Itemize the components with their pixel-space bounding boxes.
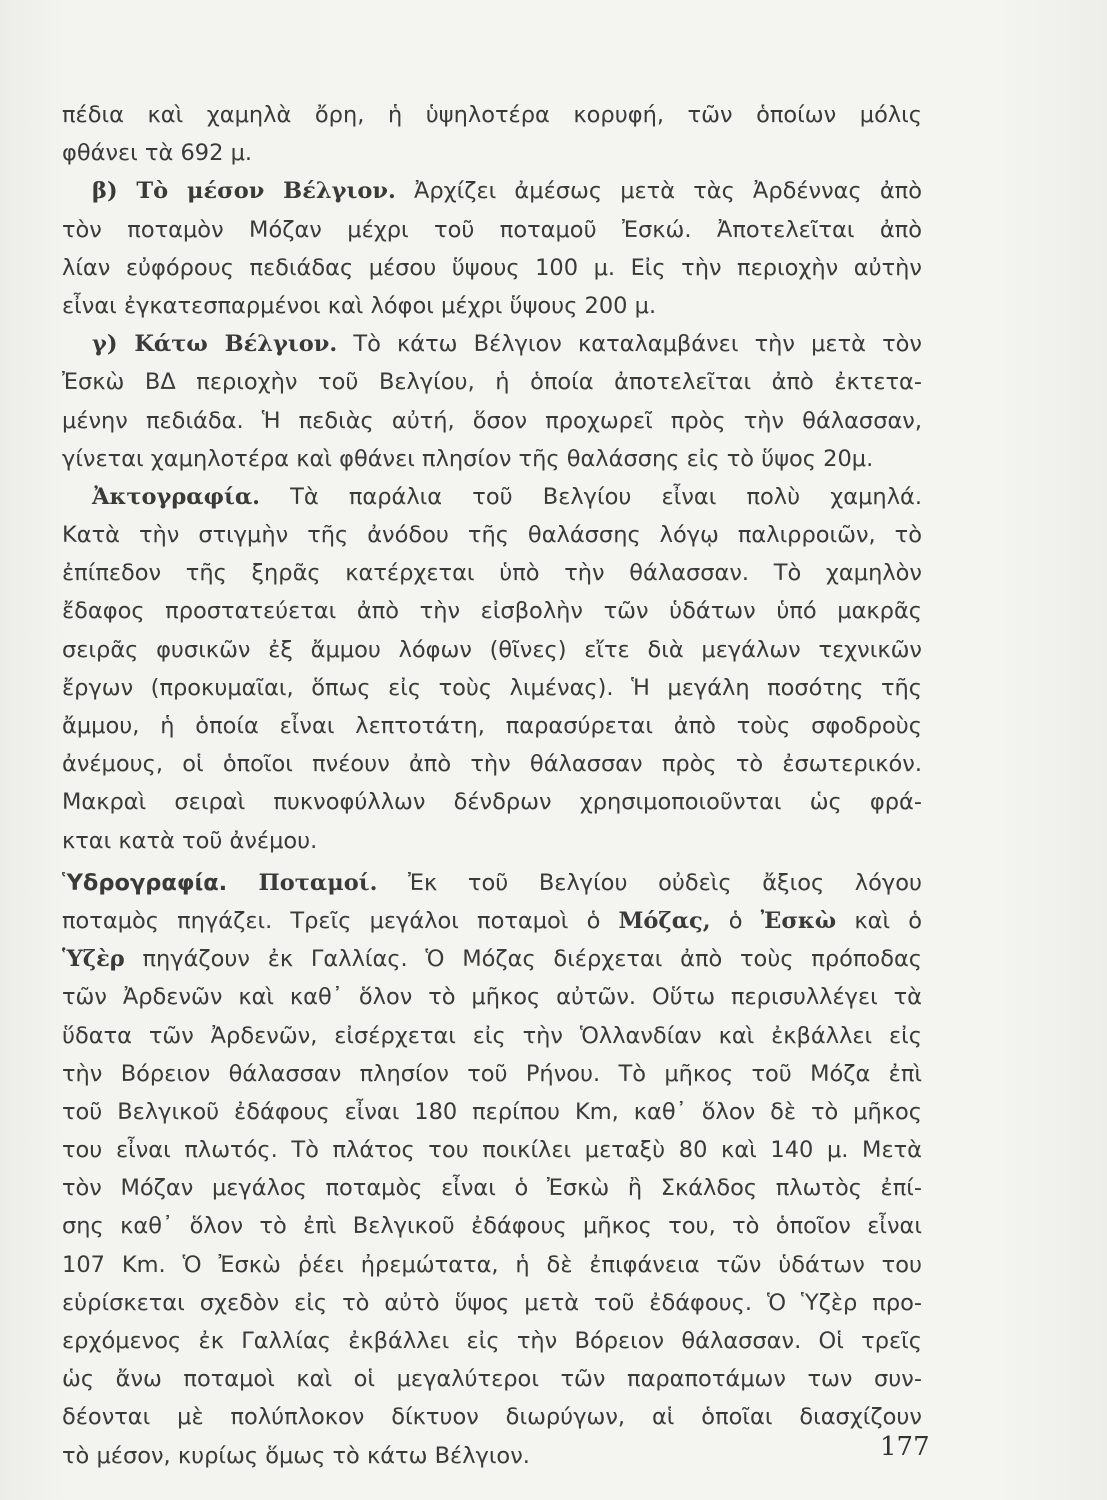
text-line: ἔδαφος προστατεύεται ἀπὸ τὴν εἰσβολὴν τῶν ὑδάτων ὑπό μακρᾶς — [62, 598, 922, 625]
text-line: λίαν εὐφόρους πεδιάδας μέσου ὕψους 100 μ. Εἰς τὴν περιοχὴν αὐτὴν — [62, 254, 922, 281]
page-number: 177 — [880, 1432, 930, 1462]
text-line: δέονται μὲ πολύπλοκον δίκτυον διωρύγων, αἱ ὁποῖαι διασχίζουν — [62, 1404, 922, 1431]
text-line: κται κατὰ τοῦ ἀνέμου. — [62, 827, 318, 854]
text-line: τὸν ποταμὸν Μόζαν μέχρι τοῦ ποταμοῦ Ἐσκώ. Ἀποτελεῖται ἀπὸ — [62, 216, 922, 243]
body-text — [62, 96, 922, 1475]
text-line: τὴν Βόρειον θάλασσαν πλησίον τοῦ Ρήνου. Τὸ μῆκος τοῦ Μόζα ἐπὶ — [62, 1060, 922, 1087]
text-line: ὡς ἄνω ποταμοὶ καὶ οἱ μεγαλύτεροι τῶν παραποτάμων των συν- — [62, 1366, 922, 1393]
text-line: εἶναι ἐγκατεσπαρμένοι καὶ λόφοι μέχρι ὕψους 200 μ. — [62, 292, 657, 319]
text-line: μένην πεδιάδα. Ἡ πεδιὰς αὐτή, ὅσον προχωρεῖ πρὸς τὴν θάλασσαν, — [62, 407, 922, 434]
section-heading-hydrography: Ὑδρογραφία. Ποταμοί. Ἐκ τοῦ Βελγίου οὐδεὶς ἄξιος λόγου — [62, 869, 922, 896]
text-line: τῶν Ἀρδενῶν καὶ καθ᾽ ὅλον τὸ μῆκος αὐτῶν. Οὕτω περισυλλέγει τὰ — [62, 984, 922, 1011]
text-line: τὸν Μόζαν μεγάλος ποταμὸς εἶναι ὁ Ἐσκὼ ἢ Σκάλδος πλωτὸς ἐπί- — [62, 1175, 922, 1202]
text-line: ἐπίπεδον τῆς ξηρᾶς κατέρχεται ὑπὸ τὴν θάλασσαν. Τὸ χαμηλὸν — [62, 560, 922, 587]
text-line: Ἐσκὼ ΒΔ περιοχὴν τοῦ Βελγίου, ἡ ὁποία ἀποτελεῖται ἀπὸ ἐκτετα- — [62, 369, 922, 396]
section-heading-lower-belgium: γ) Κάτω Βέλγιον. Τὸ κάτω Βέλγιον καταλαμβάνει τὴν μετὰ τὸν — [92, 331, 922, 358]
text-line: ποταμὸς πηγάζει. Τρεῖς μεγάλοι ποταμοὶ ὁ Μόζας, ὁ Ἐσκὼ καὶ ὁ — [62, 907, 922, 934]
text-line: τὸ μέσον, κυρίως ὅμως τὸ κάτω Βέλγιον. — [62, 1442, 530, 1469]
text-line: 107 Km. Ὁ Ἐσκὼ ῥέει ἠρεμώτατα, ἡ δὲ ἐπιφάνεια τῶν ὑδάτων του — [62, 1251, 922, 1278]
text-line: Μακραὶ σειραὶ πυκνοφύλλων δένδρων χρησιμοποιοῦνται ὡς φρά- — [62, 789, 922, 816]
text-line: εὑρίσκεται σχεδὸν εἰς τὸ αὐτὸ ὕψος μετὰ τοῦ ἐδάφους. Ὁ Ὑζὲρ προ- — [62, 1289, 922, 1316]
text-line: γίνεται χαμηλοτέρα καὶ φθάνει πλησίον τῆς θαλάσσης εἰς τὸ ὕψος 20μ. — [62, 445, 874, 472]
text-line: Ὑζὲρ πηγάζουν ἐκ Γαλλίας. Ὁ Μόζας διέρχεται ἀπὸ τοὺς πρόποδας — [62, 946, 922, 973]
text-line: ἀνέμους, οἱ ὁποῖοι πνέουν ἀπὸ τὴν θάλασσαν πρὸς τὸ ἐσωτερικόν. — [62, 751, 922, 778]
text-line: ἔργων (προκυμαῖαι, ὅπως εἰς τοὺς λιμένας). Ἡ μεγάλη ποσότης τῆς — [62, 674, 922, 701]
text-line: σειρᾶς φυσικῶν ἐξ ἄμμου λόφων (θῖνες) εἴτε διὰ μεγάλων τεχνικῶν — [62, 636, 922, 663]
section-heading-middle-belgium: β) Τὸ μέσον Βέλγιον. Ἀρχίζει ἀμέσως μετὰ τὰς Ἀρδέννας ἀπὸ — [92, 178, 922, 205]
text-line: ερχόμενος ἐκ Γαλλίας ἐκβάλλει εἰς τὴν Βόρειον θάλασσαν. Οἱ τρεῖς — [62, 1328, 922, 1354]
text-line: φθάνει τὰ 692 μ. — [62, 140, 253, 167]
section-heading-coastline: Ἀκτογραφία. Τὰ παράλια τοῦ Βελγίου εἶναι πολὺ χαμηλά. — [92, 483, 922, 510]
text-line: του εἶναι πλωτός. Τὸ πλάτος του ποικίλει μεταξὺ 80 καὶ 140 μ. Μετὰ — [62, 1137, 922, 1164]
text-line: Κατὰ τὴν στιγμὴν τῆς ἀνόδου τῆς θαλάσσης λόγῳ παλιρροιῶν, τὸ — [62, 522, 922, 549]
text-line: τοῦ Βελγικοῦ ἐδάφους εἶναι 180 περίπου Km, καθ᾽ ὅλον δὲ τὸ μῆκος — [62, 1098, 922, 1125]
text-line: ἄμμου, ἡ ὁποία εἶναι λεπτοτάτη, παρασύρεται ἀπὸ τοὺς σφοδροὺς — [62, 713, 922, 739]
text-line: σης καθ᾽ ὅλον τὸ ἐπὶ Βελγικοῦ ἐδάφους μῆκος του, τὸ ὁποῖον εἶναι — [62, 1213, 922, 1240]
text-line: πέδια καὶ χαμηλὰ ὄρη, ἡ ὑψηλοτέρα κορυφή, τῶν ὁποίων μόλις — [62, 102, 922, 128]
text-line: ὕδατα τῶν Ἀρδενῶν, εἰσέρχεται εἰς τὴν Ὁλλανδίαν καὶ ἐκβάλλει εἰς — [62, 1022, 922, 1049]
